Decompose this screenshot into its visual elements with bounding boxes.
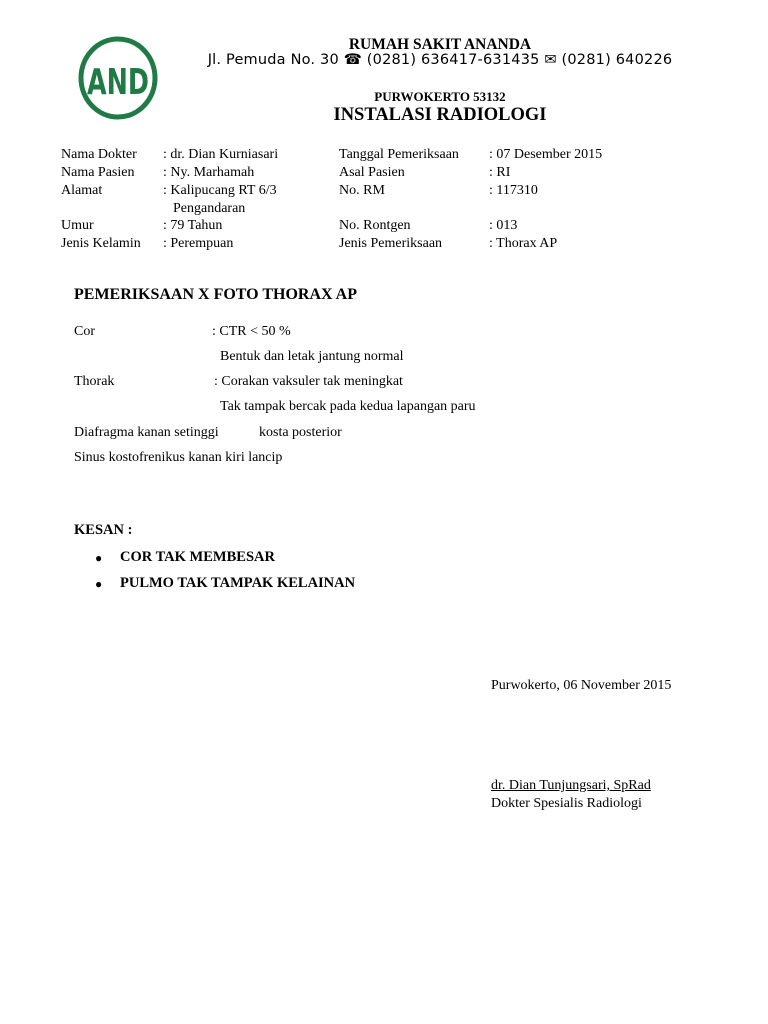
doctor-name: dr. Dian Tunjungsari, SpRad — [491, 778, 651, 793]
hospital-address: Jl. Pemuda No. 30 ☎ (0281) 636417-631435 ✉ (0281) 640226 — [207, 52, 673, 68]
cor-label: Cor — [74, 324, 95, 339]
hospital-name: RUMAH SAKIT ANANDA — [348, 36, 532, 53]
doctor-title: Dokter Spesialis Radiologi — [491, 796, 642, 811]
kesan-item: PULMO TAK TAMPAK KELAINAN — [120, 575, 356, 591]
bullet-icon: ● — [95, 577, 103, 591]
kesan-item: COR TAK MEMBESAR — [120, 549, 275, 565]
value-asal-pasien: : RI — [489, 165, 511, 180]
department-title: INSTALASI RADIOLOGI — [333, 105, 547, 125]
value-nama-dokter: : dr. Dian Kurniasari — [163, 147, 279, 162]
label-umur: Umur — [61, 218, 94, 233]
bullet-icon: ● — [95, 551, 103, 565]
logo-text: AND — [87, 62, 149, 103]
label-tanggal-pemeriksaan: Tanggal Pemeriksaan — [339, 147, 459, 162]
label-no-rontgen: No. Rontgen — [339, 218, 411, 233]
exam-title: PEMERIKSAAN X FOTO THORAX AP — [74, 286, 357, 303]
value-tanggal-pemeriksaan: : 07 Desember 2015 — [489, 147, 603, 162]
value-no-rontgen: : 013 — [489, 218, 518, 233]
label-no-rm: No. RM — [339, 183, 385, 198]
value-umur: : 79 Tahun — [163, 218, 223, 233]
hospital-logo — [78, 36, 158, 120]
hospital-city: PURWOKERTO 53132 — [374, 89, 506, 104]
diafragma-value: kosta posterior — [259, 425, 342, 440]
value-nama-pasien: : Ny. Marhamah — [163, 165, 255, 180]
label-nama-dokter: Nama Dokter — [61, 147, 137, 162]
value-alamat-cont: Pengandaran — [173, 201, 246, 216]
place-date: Purwokerto, 06 November 2015 — [491, 678, 672, 693]
cor-line-1: : CTR < 50 % — [212, 324, 291, 339]
value-jenis-pemeriksaan: : Thorax AP — [489, 236, 558, 251]
thorak-line-1: : Corakan vaksuler tak meningkat — [214, 374, 403, 389]
label-jenis-kelamin: Jenis Kelamin — [61, 236, 141, 251]
label-alamat: Alamat — [61, 183, 103, 198]
value-no-rm: : 117310 — [489, 183, 538, 198]
label-nama-pasien: Nama Pasien — [61, 165, 135, 180]
thorak-line-2: Tak tampak bercak pada kedua lapangan paru — [220, 399, 476, 414]
label-asal-pasien: Asal Pasien — [339, 165, 405, 180]
diafragma-label: Diafragma kanan setinggi — [74, 425, 219, 440]
thorak-label: Thorak — [74, 374, 115, 389]
sinus-text: Sinus kostofrenikus kanan kiri lancip — [74, 450, 283, 465]
value-alamat: : Kalipucang RT 6/3 — [163, 183, 277, 198]
kesan-title: KESAN : — [74, 522, 133, 538]
label-jenis-pemeriksaan: Jenis Pemeriksaan — [339, 236, 443, 251]
value-jenis-kelamin: : Perempuan — [163, 236, 234, 251]
cor-line-2: Bentuk dan letak jantung normal — [220, 349, 404, 364]
